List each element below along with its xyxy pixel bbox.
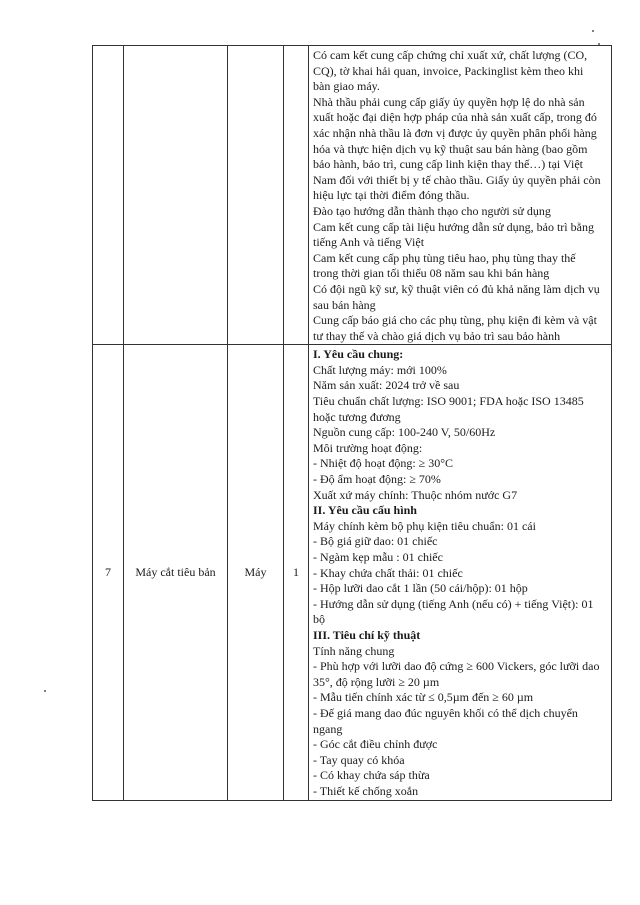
scan-speck [44,690,46,692]
requirements-cell [309,46,612,345]
row-number-cell: 7 [93,345,124,800]
requirement-line: tư thay thế và chào giá dịch vụ bảo trì sau bảo hành [313,328,561,343]
requirement-line: - Khay chứa chất thải: 01 chiếc [313,565,463,580]
requirement-line: - Mẫu tiến chính xác từ ≤ 0,5µm đến ≥ 60 µm [313,690,534,705]
section-heading: I. Yêu cầu chung: [313,347,404,362]
table-row [93,345,612,800]
requirement-line: Tiêu chuẩn chất lượng: ISO 9001; FDA hoặc ISO 13485 [313,394,584,409]
requirement-line: Đào tạo hướng dẫn thành thạo cho người sử dụng [313,203,551,218]
requirement-line: Nhà thầu phải cung cấp giấy ủy quyền hợp lệ do nhà sản [313,94,585,109]
requirement-line: - Có khay chứa sáp thừa [313,768,430,783]
requirement-line: - Độ ẩm hoạt động: ≥ 70% [313,472,441,487]
requirement-line: Xuất xứ máy chính: Thuộc nhóm nước G7 [313,487,518,502]
section-heading: II. Yêu cầu cấu hình [313,503,417,518]
item-name-cell [124,46,228,345]
scan-speck [592,30,594,32]
requirement-line: Môi trường hoạt động: [313,440,423,455]
quantity-cell: 1 [284,345,309,800]
requirement-line: Cam kết cung cấp phụ tùng tiêu hao, phụ tùng thay thế [313,250,576,265]
requirement-line: sau bán hàng [313,297,376,312]
requirement-line: Cam kết cung cấp tài liệu hướng dẫn sử dụng, bảo trì bằng [313,219,594,234]
requirement-line: - Phù hợp với lưỡi dao độ cứng ≥ 600 Vickers, góc lưỡi dao [313,659,600,674]
requirement-line: - Hướng dẫn sử dụng (tiếng Anh (nếu có) + tiếng Việt): 01 [313,596,594,611]
requirement-line: Chất lượng máy: mới 100% [313,362,447,377]
requirement-line: - Nhiệt độ hoạt động: ≥ 30°C [313,456,454,471]
unit-cell: Máy [228,345,284,800]
requirement-line: hiệu lực tại thời điểm đóng thầu. [313,188,470,203]
table-row [93,46,612,345]
requirement-line: CQ), tờ khai hải quan, invoice, Packinglist kèm theo khi [313,63,584,78]
unit-cell [228,46,284,345]
specification-table [92,45,612,801]
requirement-line: bàn giao máy. [313,79,380,94]
requirement-line: - Bộ giá giữ dao: 01 chiếc [313,534,438,549]
quantity-cell [284,46,309,345]
section-heading: III. Tiêu chí kỹ thuật [313,627,421,642]
requirement-line: - Thiết kế chống xoắn [313,783,419,798]
requirement-line: bảo hành, bảo trì, cung cấp linh kiện thay thế…) tại Việt [313,157,583,172]
requirement-line: ngang [313,721,343,736]
item-name-cell: Máy cắt tiêu bản [124,345,228,800]
requirement-line: Máy chính kèm bộ phụ kiện tiêu chuẩn: 01 cái [313,518,536,533]
requirement-line: xuất hoặc đại diện hợp pháp của nhà sản xuất cấp, trong đó [313,110,597,125]
requirement-line: - Góc cắt điều chỉnh được [313,737,438,752]
requirement-line: Có cam kết cung cấp chứng chỉ xuất xứ, chất lượng (CO, [313,48,588,62]
requirement-line: tiếng Anh và tiếng Việt [313,235,425,250]
requirement-line: bộ [313,612,325,627]
requirement-line: xác nhận nhà thầu là đơn vị được ủy quyền phân phối hàng [313,125,597,140]
requirement-line: - Ngàm kẹp mẫu : 01 chiếc [313,550,443,564]
requirement-line: Tính năng chung [313,643,395,658]
requirement-line: - Đế giá mang dao đúc nguyên khối có thể dịch chuyển [313,705,578,720]
requirement-line: Có đội ngũ kỹ sư, kỹ thuật viên có đủ khả năng làm dịch vụ [313,281,600,296]
requirement-line: Năm sản xuất: 2024 trở về sau [313,378,460,393]
requirements-cell [309,345,612,800]
requirement-line: Nam đối với thiết bị y tế chào thầu. Giấy ủy quyền phải còn [313,172,601,187]
requirement-line: - Tay quay có khóa [313,752,405,767]
requirement-line: hoặc tương đương [313,409,401,424]
requirement-line: 35°, độ rộng lưỡi ≥ 20 µm [313,674,440,689]
requirement-line: Nguồn cung cấp: 100-240 V, 50/60Hz [313,425,496,440]
row-number-cell [93,46,124,345]
requirement-line: Cung cấp báo giá cho các phụ tùng, phụ kiện đi kèm và vật [313,313,597,328]
requirement-line: trong thời gian tối thiểu 08 năm sau khi bán hàng [313,266,550,281]
requirement-line: - Hộp lưỡi dao cắt 1 lần (50 cái/hộp): 01 hộp [313,581,528,596]
requirement-line: hóa và thực hiện dịch vụ kỹ thuật sau bán hàng (bao gồm [313,141,588,156]
